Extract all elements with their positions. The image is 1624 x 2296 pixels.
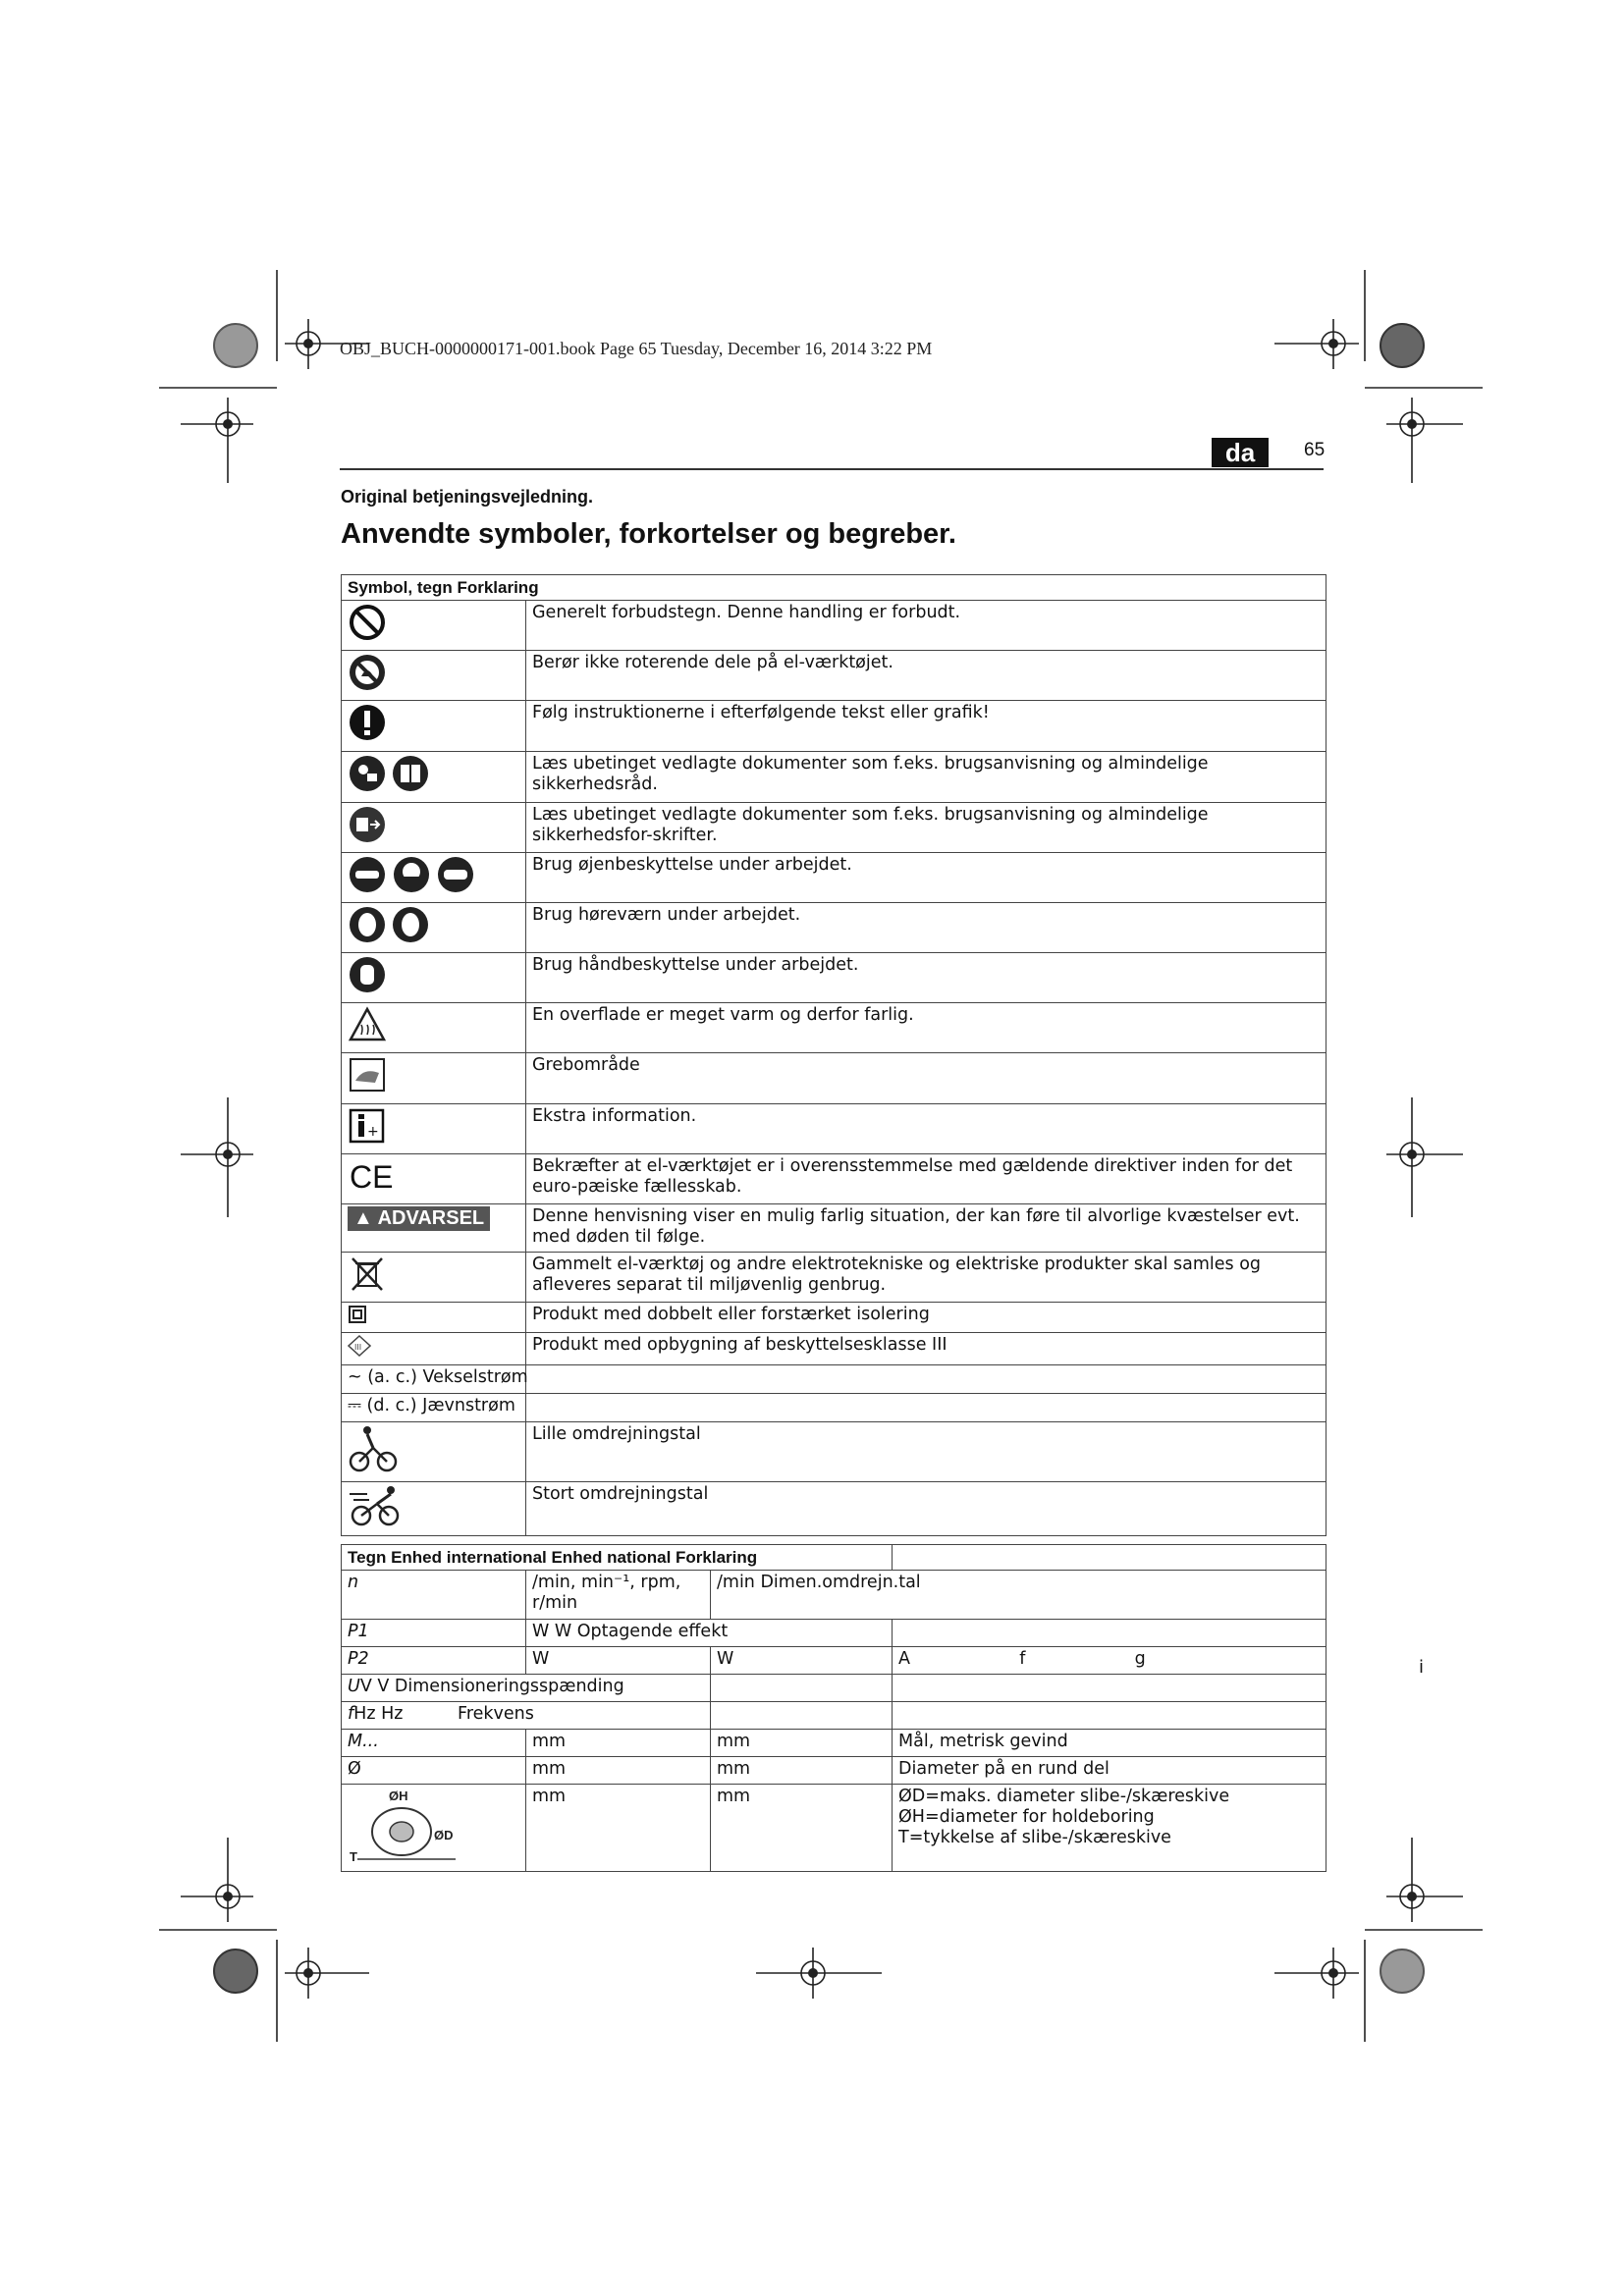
unit-national [711,1675,893,1702]
no-touch-rotating-icon [348,653,387,692]
unit-explanation: ØD=maks. diameter slibe-/skæreskive ØH=diameter for holdeboring T=tykkelse af slibe-/skæreskive [893,1785,1326,1872]
symbol-description: Brug øjenbeskyttelse under arbejdet. [526,853,1326,903]
symbol-cell [342,1154,526,1204]
unit-explanation: A f g [893,1647,1326,1675]
unit-symbol-and-unit [342,1702,711,1730]
svg-text:+: + [367,1124,379,1140]
symbol-cell [342,1204,526,1253]
ear-protection-icon [348,905,436,944]
page-title: Anvendte symboler, forkortelser og begreber. [341,518,956,550]
manual-subtitle: Original betjeningsvejledning. [341,487,594,507]
symbol-description [526,1394,1326,1422]
svg-text:CE: CE [350,1159,394,1195]
symbol-cell [342,651,526,701]
symbol-description: Bekræfter at el-værktøjet er i overensstemmelse med gældende direktiver inden for det euro-pæiske fællesskab. [526,1154,1326,1204]
read-manual-icon [348,754,436,793]
unit-international: V V Dimensioneringsspænding [359,1677,624,1696]
units-table [341,1544,1326,1872]
unit-national: mm [711,1785,893,1872]
unit-symbol: P2 [342,1647,526,1675]
symbol-cell [342,1333,526,1365]
unit-symbol-and-unit [342,1675,711,1702]
prohibition-icon [348,603,387,642]
hand-protection-icon [348,955,387,994]
symbol-description: Læs ubetinget vedlagte dokumenter som f.eks. brugsanvisning og almindelige sikkerhedsfor-skrifter. [526,803,1326,853]
low-speed-icon [348,1424,403,1473]
ac-symbol-cell: ~ (a. c.) Vekselstrøm [342,1365,526,1394]
unit-symbol: n [342,1571,526,1620]
symbol-description: Brug høreværn under arbejdet. [526,903,1326,953]
double-insulation-icon [348,1305,367,1324]
unit-symbol: Ø [342,1757,526,1785]
unit-symbol: M... [342,1730,526,1757]
symbol-description: Brug håndbeskyttelse under arbejdet. [526,953,1326,1003]
symbol-description: Grebområde [526,1053,1326,1104]
unit-national: mm [711,1730,893,1757]
symbol-description: Denne henvisning viser en mulig farlig situation, der kan føre til alvorlige kvæstelser evt. med døden til følge. [526,1204,1326,1253]
unit-international: mm [526,1757,711,1785]
symbol-description: En overflade er meget varm og derfor farlig. [526,1003,1326,1053]
hot-surface-icon [348,1005,387,1044]
header-rule [340,468,1324,470]
symbol-cell [342,953,526,1003]
symbol-description: Berør ikke roterende dele på el-værktøjet. [526,651,1326,701]
grinding-disc-diagram-icon [348,1787,465,1863]
unit-international: mm [526,1785,711,1872]
dc-symbol-cell: ⎓ (d. c.) Jævnstrøm [342,1394,526,1422]
disc-diagram-cell [342,1785,526,1872]
symbol-description: Ekstra information. [526,1104,1326,1154]
warning-label-text: ADVARSEL [377,1207,485,1229]
unit-explanation [893,1675,1326,1702]
symbol-description: Stort omdrejningstal [526,1482,1326,1536]
book-info-line: OBJ_BUCH-0000000171-001.book Page 65 Tuesday, December 16, 2014 3:22 PM [340,339,933,358]
unit-explanation: Diameter på en rund del [893,1757,1326,1785]
units-table-header-extra [893,1545,1326,1571]
symbols-table [341,574,1326,1536]
disc-label-t: T [350,1849,357,1863]
symbol-description: Læs ubetinget vedlagte dokumenter som f.eks. brugsanvisning og almindelige sikkerhedsråd. [526,752,1326,803]
svg-text:III: III [354,1343,362,1352]
symbol-cell [342,1104,526,1154]
disc-label-h: ØH [389,1789,408,1803]
grip-area-icon [348,1055,387,1095]
eye-protection-icon [348,855,475,894]
symbols-table-header: Symbol, tegn Forklaring [342,575,1326,601]
info-icon [348,1106,387,1146]
unit-international: /min, min⁻¹, rpm, r/min [526,1571,711,1620]
unit-international: Hz Hz Frekvens [353,1704,534,1724]
unit-international: mm [526,1730,711,1757]
symbol-description: Produkt med opbygning af beskyttelsesklasse III [526,1333,1326,1365]
symbol-cell [342,752,526,803]
unit-explanation [893,1702,1326,1730]
stray-char: i [1419,1657,1425,1678]
symbol-cell [342,701,526,752]
symbol-cell [342,1003,526,1053]
symbol-cell [342,1253,526,1303]
unit-symbol: P1 [342,1620,526,1647]
unit-international: W [526,1647,711,1675]
symbol-description [526,1365,1326,1394]
read-documents-icon [348,805,387,844]
unit-national: /min Dimen.omdrejn.tal [711,1571,1326,1620]
ce-mark-icon [348,1156,397,1196]
exclamation-icon [348,703,387,742]
symbol-cell [342,853,526,903]
disc-label-d: ØD [434,1828,454,1842]
page-number: 65 [1304,440,1326,460]
weee-bin-icon [348,1255,387,1294]
unit-explanation [893,1620,1326,1647]
warning-label-icon: ▲ ADVARSEL [348,1206,490,1231]
symbol-description: Produkt med dobbelt eller forstærket isolering [526,1303,1326,1333]
language-badge: da [1212,438,1269,467]
symbol-description: Følg instruktionerne i efterfølgende tekst eller grafik! [526,701,1326,752]
unit-national: mm [711,1757,893,1785]
high-speed-icon [348,1484,406,1527]
unit-symbol: f [348,1704,354,1724]
symbol-cell [342,1482,526,1536]
symbol-description: Generelt forbudstegn. Denne handling er forbudt. [526,601,1326,651]
unit-symbol: U [348,1677,360,1696]
symbol-cell [342,601,526,651]
symbol-cell [342,1422,526,1482]
units-table-header: Tegn Enhed international Enhed national Forklaring [342,1545,893,1571]
unit-explanation: Mål, metrisk gevind [893,1730,1326,1757]
symbol-description: Lille omdrejningstal [526,1422,1326,1482]
unit-national: W [711,1647,893,1675]
protection-class-3-icon [348,1335,371,1357]
symbol-description: Gammelt el-værktøj og andre elektrotekniske og elektriske produkter skal samles og afleveres separat til miljøvenlig genbrug. [526,1253,1326,1303]
symbol-cell [342,1053,526,1104]
symbol-cell [342,803,526,853]
symbol-cell [342,903,526,953]
unit-national [711,1702,893,1730]
symbol-cell [342,1303,526,1333]
unit-international: W W Optagende effekt [526,1620,893,1647]
